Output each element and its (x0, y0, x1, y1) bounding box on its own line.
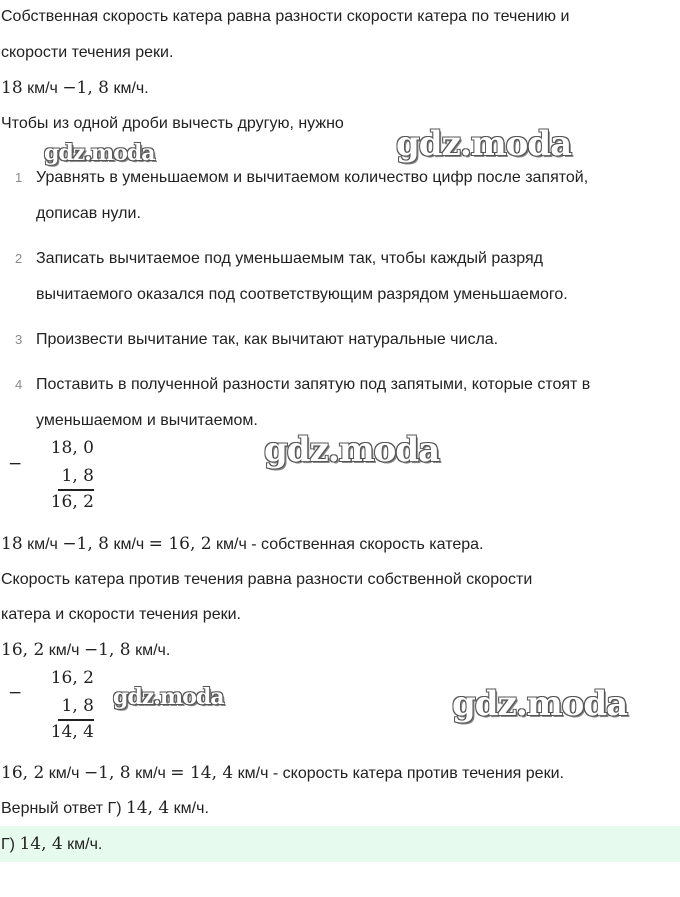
text-fragment: Верный ответ Г) (1, 800, 126, 817)
math-expression (1, 762, 564, 785)
minus-sign: − (8, 683, 23, 703)
math-number: 14, 4 (125, 798, 170, 818)
list-text: вычитаемого оказался под соответствующим разрядом уменьшаемого. (36, 286, 568, 303)
list-number: 1 (15, 170, 23, 185)
math-expression (1, 77, 149, 100)
list-text: Уравнять в уменьшаемом и вычитаемом количество цифр после запятой, (36, 169, 589, 186)
math-term: = 16, 2 (148, 534, 212, 554)
minus-sign: − (8, 454, 23, 474)
list-number: 2 (15, 251, 23, 266)
unit-label: км/ч (44, 765, 84, 782)
math-number: 16, 2 (1, 763, 45, 783)
text-line: скорости течения реки. (1, 44, 174, 61)
math-term: = 14, 4 (170, 763, 234, 783)
text-fragment: - скорость катера против течения реки. (268, 765, 564, 782)
unit-label: км/ч. (109, 80, 149, 97)
watermark: gdz.moda (264, 430, 440, 470)
list-text: Поставить в полученной разности запятую под запятыми, которые стоят в (36, 376, 591, 393)
subtrahend: 1, 8 (61, 466, 94, 486)
math-expression (1, 533, 484, 556)
sum-line (58, 489, 94, 491)
unit-label: км/ч. (62, 836, 103, 853)
math-number: 16, 2 (1, 640, 45, 660)
verdict-line (1, 797, 209, 820)
column-subtraction (8, 666, 94, 746)
list-text: дописав нули. (36, 205, 141, 222)
math-number: 14, 4 (19, 834, 63, 854)
column-subtraction (8, 436, 94, 516)
watermark: gdz.moda (396, 124, 572, 164)
difference: 16, 2 (50, 492, 94, 512)
list-number: 3 (15, 332, 23, 347)
watermark: gdz.moda (44, 140, 155, 166)
math-term: −1, 8 (62, 534, 109, 554)
math-term: −1, 8 (83, 640, 131, 660)
list-text: уменьшаемом и вычитаемом. (36, 412, 258, 429)
unit-label: км/ч. (169, 800, 209, 817)
text-line: Собственная скорость катера равна разности скорости катера по течению и (1, 8, 570, 25)
unit-label: км/ч (44, 642, 84, 659)
unit-label: км/ч (109, 536, 149, 553)
watermark: gdz.moda (113, 684, 224, 710)
difference: 14, 4 (50, 722, 94, 742)
watermark: gdz.moda (452, 684, 628, 724)
unit-label: км/ч (233, 765, 269, 782)
math-expression (1, 639, 170, 662)
list-number: 4 (15, 377, 23, 392)
text-fragment: Г) (1, 836, 20, 853)
sum-line (58, 719, 94, 721)
math-number: 18 (1, 78, 23, 98)
math-term: −1, 8 (83, 763, 131, 783)
math-term: −1, 8 (62, 78, 109, 98)
list-text: Произвести вычитание так, как вычитают натуральные числа. (36, 331, 499, 348)
text-line: Чтобы из одной дроби вычесть другую, нужно (1, 115, 344, 132)
answer-text (1, 833, 102, 856)
unit-label: км/ч (211, 536, 247, 553)
answer-box (0, 826, 680, 862)
minuend: 16, 2 (50, 668, 94, 688)
math-number: 18 (1, 534, 23, 554)
text-fragment: - собственная скорость катера. (246, 536, 484, 553)
list-text: Записать вычитаемое под уменьшаемым так, чтобы каждый разряд (36, 250, 544, 267)
unit-label: км/ч (130, 765, 171, 782)
unit-label: км/ч (22, 80, 63, 97)
minuend: 18, 0 (50, 438, 94, 458)
unit-label: км/ч (22, 536, 63, 553)
unit-label: км/ч. (130, 642, 171, 659)
subtrahend: 1, 8 (61, 696, 94, 716)
text-line: Скорость катера против течения равна разности собственной скорости (1, 571, 533, 588)
text-line: катера и скорости течения реки. (1, 606, 241, 623)
